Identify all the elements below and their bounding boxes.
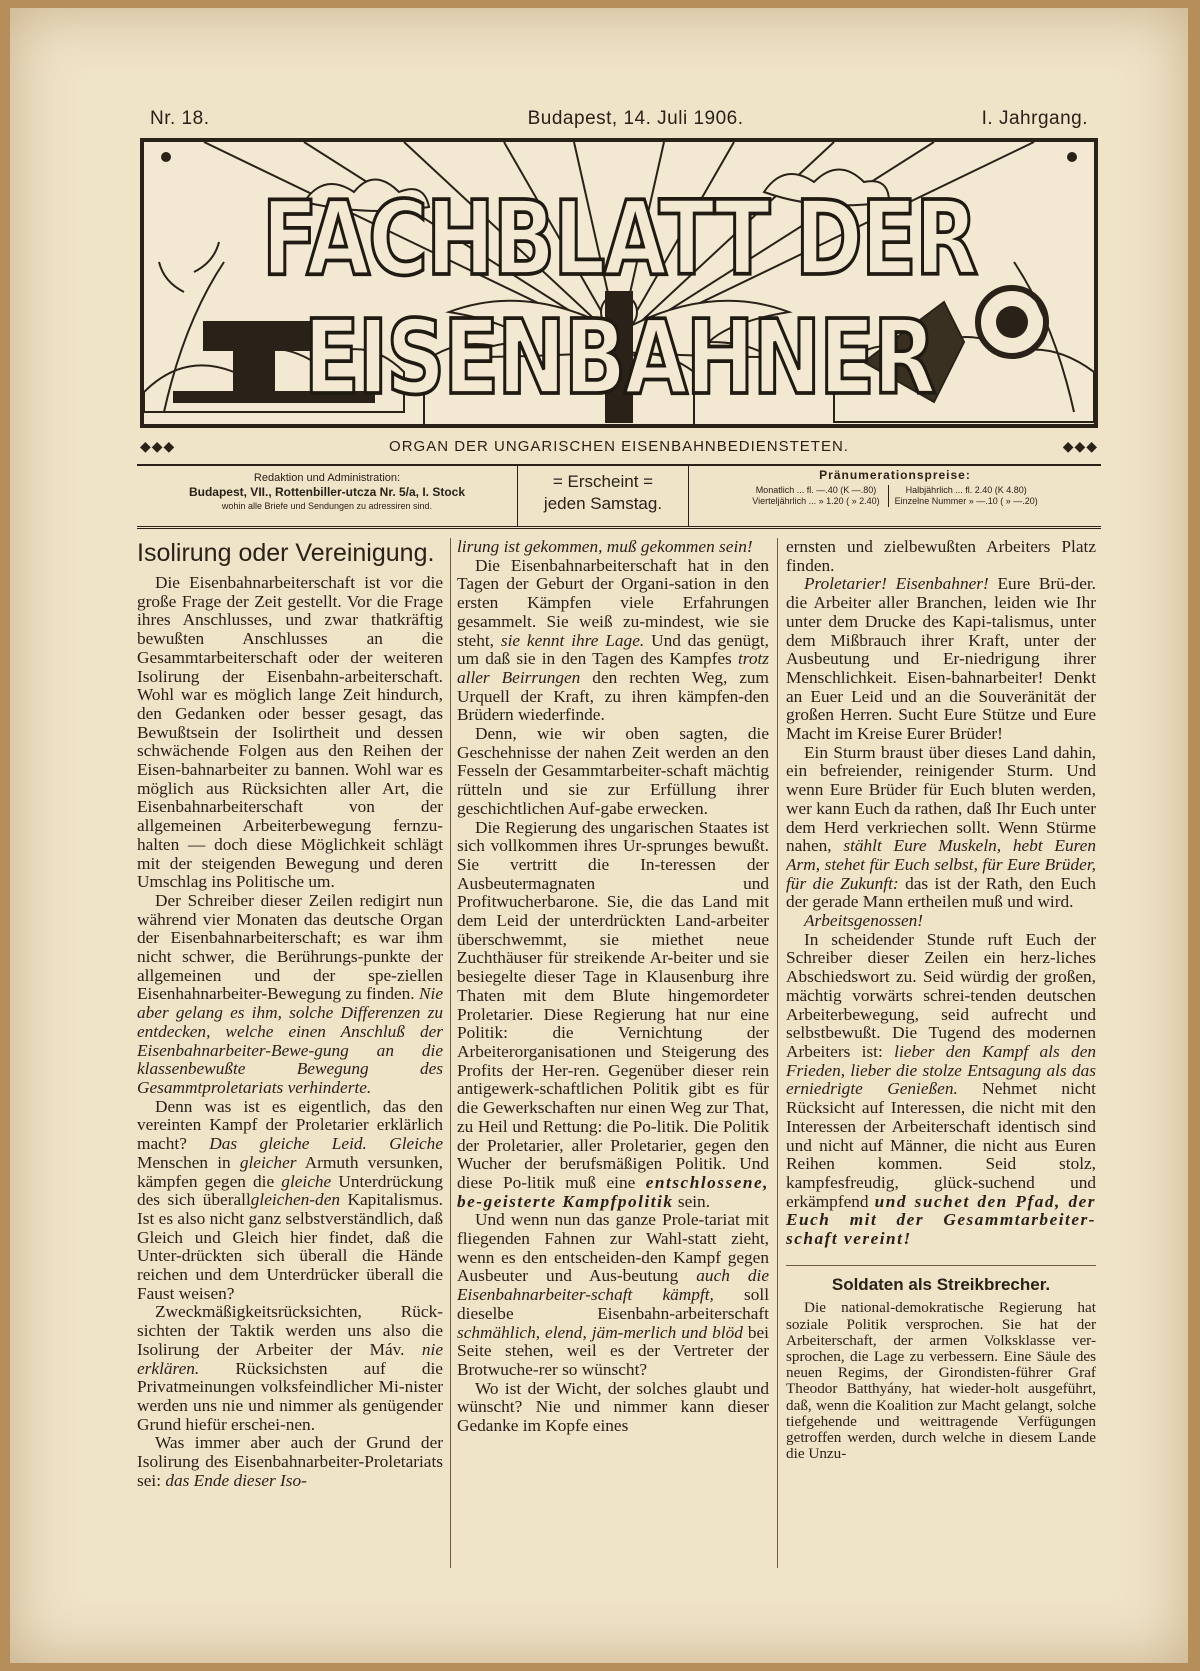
column-1 (137, 538, 443, 1568)
redaktion-note: wohin alle Briefe und Sendungen zu adressiren sind. (221, 501, 433, 511)
paragraph: Die Eisenbahnarbeiterschaft ist vor die große Frage der Zeit gestellt. Vor die Frage ihres Anschlusses, und zwar thatkräftig bewußten Anschlusses an die Gesammtarbeiterschaft oder der weiteren Isolirung der Eisenbahn-arbeiterschaft. Wohl war es möglich lange Zeit hindurch, den Gedanken oder besser gesagt, das Bewußtsein der Isolirtheit und dessen schwächende Folgen aus den Reihen der Eisen-bahnarbeiter zu bannen. Wohl war es möglich aus Rücksichten aller Art, die Eisenbahnarbeiterschaft von der allgemeinen Arbeiterbewegung fernzu-halten — doch diese Möglichkeit schlägt mit der steigenden Bewegung und deren Umschlag ins Politische um. (137, 573, 443, 892)
redaktion-address: Budapest, VII., Rottenbiller-utcza Nr. 5/a, I. Stock (188, 485, 466, 499)
issue-volume: I. Jahrgang. (981, 108, 1088, 129)
organ-subtitle: ORGAN DER UNGARISCHEN EISENBAHNBEDIENSTETEN. (389, 438, 849, 455)
ornament-right-icon: ◆◆◆ (1062, 438, 1098, 454)
paragraph: ernsten und zielbewußten Arbeiters Platz finden. (786, 538, 1096, 575)
prices-title: Pränumerationspreise: (819, 468, 971, 482)
info-bar (137, 464, 1101, 529)
paragraph: Die Regierung des ungarischen Staates ist sich vollkommen ihres Ur-sprunges bewußt. Sie vertritt die In-teressen der Ausbeutermagnaten und Profitwucherbarone. Sie, die das Land mit dem Leid der unterdrückten Land-arbeiter überschwemmt, sie miethet neue Zuchthäuser für streikende Ar-beiter und sie besiegelte dieser Tage in Klausenburg ihre Thaten mit dem Blute hingemordeter Proletarier. Diese Regierung hat nur eine Politik: die Vernichtung der Arbeiterorganisationen und Steigerung des Profits der Her-ren. Gegenüber dieser rein antigewerk-schaftlichen Politik gibt es für die Gewerkschaften nur einen Weg zur That, zu Heil und Rettung: die Po-litik. Die Politik der Proletarier, aller Proletarier, gegen den Wucher der berufsmäßigen Politik. Und diese Po-litik muß eine entschlossene, be-geisterte Kampfpolitik sein. (457, 817, 769, 1211)
redaktion-label: Redaktion und Administration: (253, 472, 401, 484)
erscheint-box (517, 466, 689, 526)
price-single: Einzelne Nummer » —.10 ( » —.20) (894, 496, 1038, 506)
column-3 (786, 538, 1096, 1568)
erscheint-line1: = Erscheint = (552, 472, 654, 491)
price-halfyear: Halbjährlich ... fl. 2.40 (K 4.80) (905, 485, 1027, 495)
paragraph: lirung ist gekommen, muß gekommen sein! (457, 538, 753, 556)
issue-number: Nr. 18. (150, 108, 210, 129)
column-divider (450, 538, 451, 1568)
paragraph: Denn was ist es eigentlich, das den vereinten Kampf der Proletarier erklärlich macht? Das gleiche Leid. Gleiche Menschen in gleicher Armuth versunken, kämpfen gegen die gleiche Unterdrückung des sich überallgleichen-den Kapitalismus. Ist es also nicht ganz selbstverständlich, daß Gleich und Gleich hier findet, daß die Unter-drückten sich überall die Hände reichen und dem Unterdrücker überall die Faust weisen? (137, 1096, 443, 1303)
prices-box (689, 466, 1101, 526)
price-monthly: Monatlich ... fl. —.40 (K —.80) (755, 485, 877, 495)
column-2 (457, 538, 769, 1568)
paragraph: Arbeitsgenossen! (804, 911, 924, 931)
paragraph: Proletarier! Eisenbahner! Eure Brü-der. die Arbeiter aller Branchen, leiden wie Ihr unter dem Drucke des Kapi-talismus, unter dem Mißbrauch ihrer Kraft, unter der Ausbeutung und Er-niedrigung ihrer Menschlichkeit. Eisen-bahnarbeiter! Denkt an Euer Leid und an die Souveränität der großen Herren. Sucht Eure Stütze und Eure Macht im Kreise Eurer Brüder! (786, 574, 1096, 744)
newspaper-page (10, 8, 1188, 1663)
paragraph: Ein Sturm braust über dieses Land dahin, ein befreiender, reinigender Sturm. Und wenn Eure Brüder für Euch bluten werden, wer kann Euch da rathen, daß Ihr Euch unter dem Herd verkriechen sollt. Wenn Stürme nahen, stählt Eure Muskeln, hebt Euren Arm, stehet für Euch selbst, für Eure Brüder, für die Zukunft: das ist der Rath, den Euch der gerade Mann ertheilen muß und wird. (786, 742, 1096, 912)
article-title: Isolirung oder Vereinigung. (137, 539, 435, 567)
paragraph: Zweckmäßigkeitsrücksichten, Rück-sichten der Taktik werden uns also die Isolirung der Arbeiter der Máv. nie erklären. Rücksichsten auf die Privatmeinungen volksfeindlicher Mi-nister werden uns nie und nimmer als genügender Grund hiefür erschei-nen. (137, 1302, 443, 1434)
paragraph: Was immer aber auch der Grund der Isolirung des Eisenbahnarbeiter-Proletariats sei: das Ende dieser Iso- (137, 1433, 443, 1490)
paragraph: Denn, wie wir oben sagten, die Geschehnisse der nahen Zeit werden an den Fesseln der Gesammtarbeiter-schaft mächtig rütteln und sie zur Erfüllung ihrer geschichtlichen Auf-gabe erwecken. (457, 724, 769, 818)
paragraph: Die national-demokratische Regierung hat soziale Politik versprochen. Sie hat der Arbeiterschaft, der armen Volksklasse ver-sprochen, die Lage zu verbessern. Eine Säule des neuen Regims, der Girondisten-führer Graf Theodor Batthyány, hat wieder-holt ausgeführt, daß, wenn die Koalition zur Macht gelangt, solche tiefgehende und weittragende Verfügungen getroffen werden, durch welche in diesem Lande die Unzu- (786, 1299, 1096, 1463)
ornament-left-icon: ◆◆◆ (140, 438, 176, 454)
masthead (140, 138, 1098, 428)
article2-title: Soldaten als Streikbrecher. (786, 1265, 1096, 1295)
paragraph: Der Schreiber dieser Zeilen redigirt nun während vier Monaten das deutsche Organ der Eisenbahnarbeiterschaft; es war ihm nicht schwer, die Berührungs-punkte der allgemeinen und der spe-ziellen Eisenhahnarbeiter-Bewegung zu finden. Nie aber gelang es ihm, solche Differenzen zu entdecken, welche einen Anschluß der Eisenbahnarbeiter-Bewe-gung an die klassenbewußte Bewegung des Gesammtproletariats verhinderte. (137, 890, 443, 1097)
masthead-title: FACHBLATT DER EISENBAHNER (261, 180, 977, 418)
paragraph: Und wenn nun das ganze Prole-tariat mit fliegenden Fahnen zur Wahl-statt zieht, wenn es den entscheiden-den Kampf gegen Ausbeuter und Aus-beutung auch die Eisenbahnarbeiter-schaft kämpft, soll dieselbe Eisenbahn-arbeiterschaft schmählich, elend, jäm-merlich und blöd bei Seite stehen, weil es der Vertreter der Brotwuche-rer so wünscht? (457, 1210, 769, 1379)
erscheint-line2: jeden Samstag. (543, 494, 663, 513)
redaktion-box (137, 466, 517, 526)
organ-line (140, 438, 1098, 455)
price-quarterly: Vierteljährlich ... » 1.20 ( » 2.40) (752, 496, 880, 506)
paragraph: Wo ist der Wicht, der solches glaubt und wünscht? Nie und nimmer kann dieser Gedanke im Kopfe eines (457, 1378, 769, 1436)
paragraph: In scheidender Stunde ruft Euch der Schreiber dieser Zeilen ein herz-liches Abschiedswort zu. Seid würdig der großen, mächtig vorwärts schrei-tenden deutschen Arbeiterbewegung, seid aufrecht und selbstbewußt. Die Tugend des modernen Arbeiters ist: lieber den Kampf als den Frieden, lieber die stolze Entsagung als das erniedrigte Genießen. Nehmet nicht Rücksicht auf Interessen, die nicht mit den Interessen der Arbeiterschaft identisch sind und nicht auf Männer, die nicht aus Euren Reihen kommen. Seid stolz, kampfesfreudig, glück-suchend und erkämpfend und suchet den Pfad, der Euch mit der Gesammtarbeiter-schaft vereint! (786, 929, 1096, 1249)
issue-header (150, 108, 1088, 130)
column-divider (777, 538, 778, 1568)
issue-place-date: Budapest, 14. Juli 1906. (527, 108, 744, 129)
paragraph: Die Eisenbahnarbeiterschaft hat in den Tagen der Geburt der Organi-sation in den ersten Kämpfen viele Erfahrungen gesammelt. Sie weiß zu-mindest, wie sie steht, sie kennt ihre Lage. Und das genügt, um daß sie in den Tagen des Kampfes trotz aller Beirrungen den rechten Weg, zum Urquell der Kraft, zu ihren kämpfen-den Brüdern wiederfinde. (457, 555, 769, 725)
